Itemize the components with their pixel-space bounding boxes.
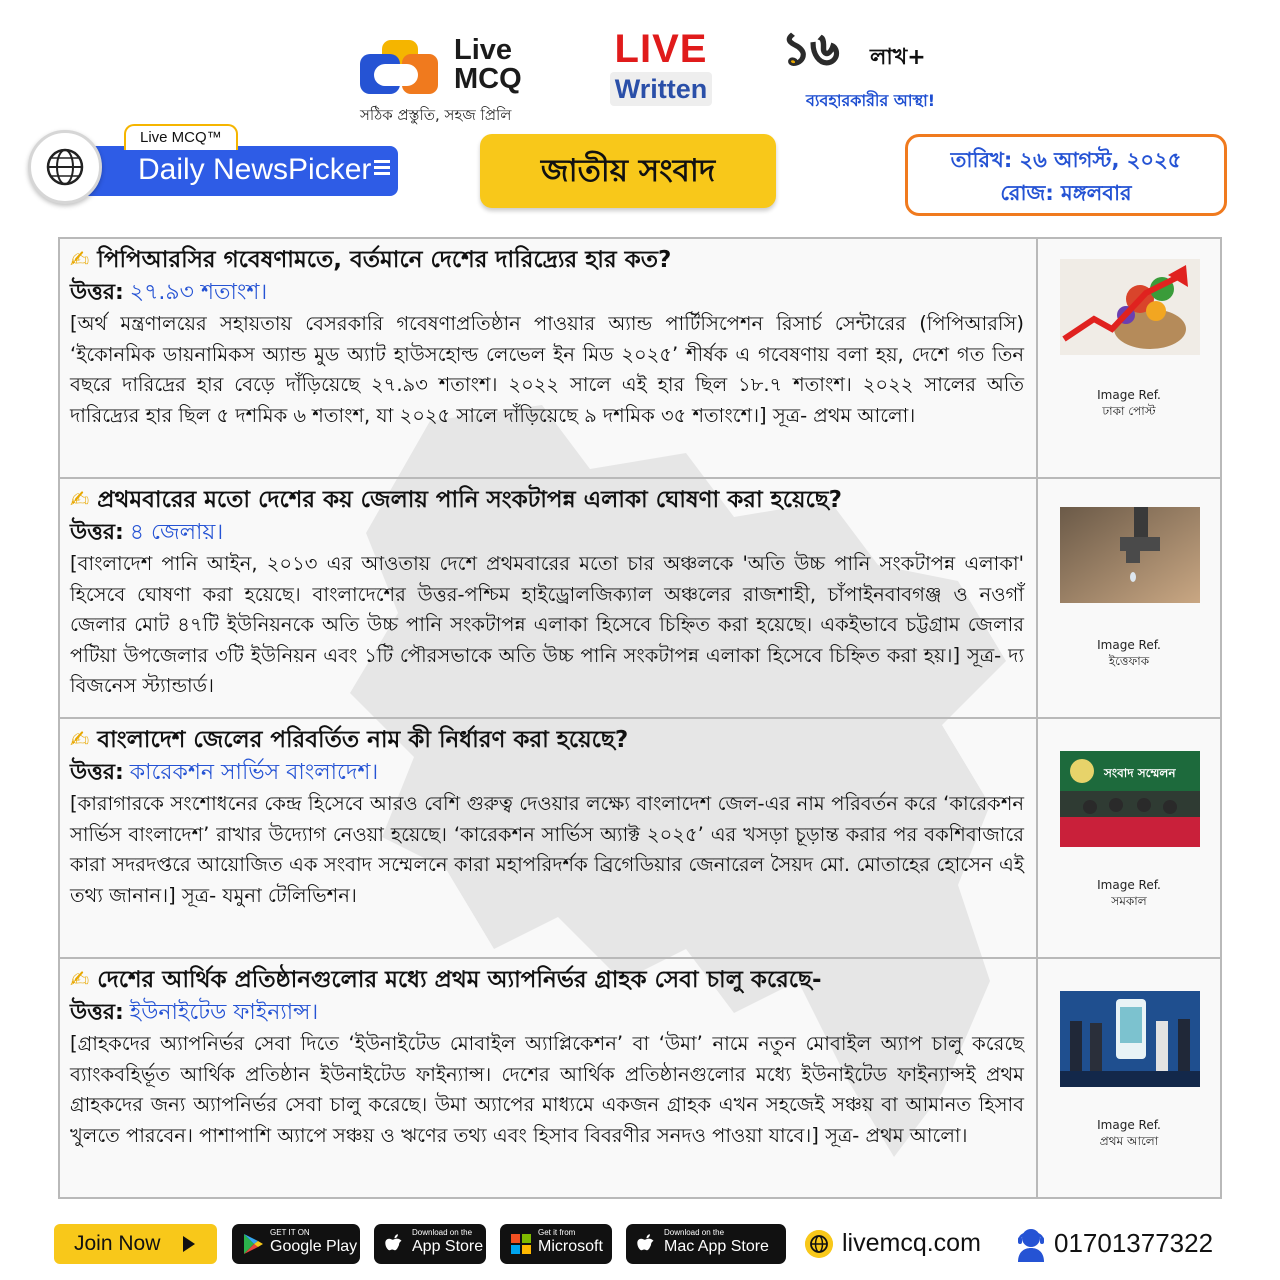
live-mcq-logo[interactable]: [358, 30, 558, 122]
mac-app-store-button[interactable]: Download on the Mac App Store: [626, 1224, 786, 1264]
news-text: [60, 239, 1038, 477]
live-written-live-text: LIVE: [614, 27, 708, 71]
news-text: [60, 479, 1038, 717]
play-arrow-icon: [183, 1236, 195, 1252]
microsoft-store-button[interactable]: Get it from Microsoft: [500, 1224, 612, 1264]
pen-icon: ✍: [70, 727, 90, 753]
brand-row: [0, 22, 1280, 122]
live-written-logo[interactable]: [610, 28, 712, 114]
globe-icon: [45, 147, 85, 187]
daily-newspicker-badge: [28, 124, 408, 206]
footer: [0, 1222, 1280, 1268]
news-answer: উত্তর: ২৭.৯৩ শতাংশ।: [70, 280, 268, 305]
windows-icon: [509, 1232, 533, 1256]
news-detail: [অর্থ মন্ত্রণালয়ের সহায়তায় বেসরকারি গবেষণাপ্রতিষ্ঠান পাওয়ার অ্যান্ড পার্টিসিপেশন রিসার্চ সেন্টারের (পিপিআরসি) ‘ইকোনমিক ডায়নামিকস অ্যান্ড মুড অ্যাট হাউসহোল্ড লেভেল ইন মিড ২০২৫’ শীর্ষক এ গবেষণায় বলা হয়, দেশে গত তিন বছরে দারিদ্রের হার বেড়ে দাঁড়িয়েছে ২৭.৯৩ শতাংশ। ২০২২ সালে এই হার ছিল ১৮.৭ শতাংশ। ২০২২ সালের অতি দারিদ্র্যের হার ছিল ৫ দশমিক ৬ শতাংশ, যা ২০২৫ সালে দাঁড়িয়েছে ৯ দশমিক ৩৫ শতাংশে।] সূত্র- প্রথম আলো।: [70, 312, 1024, 427]
news-question: ✍ পিপিআরসির গবেষণামতে, বর্তমানে দেশের দারিদ্র্যের হার কত?: [70, 247, 672, 273]
image-ref: Image Ref. প্রথম আলো: [1097, 1118, 1161, 1148]
date-line: তারিখ: ২৬ আগস্ট, ২০২৫: [950, 148, 1182, 172]
join-now-button[interactable]: Join Now: [54, 1224, 217, 1264]
water-tap-image[interactable]: [1060, 507, 1200, 603]
news-image-cell: [1038, 959, 1220, 1197]
date-box: [905, 134, 1227, 216]
banner-text: সংবাদ সম্মেলন: [1104, 766, 1176, 780]
image-ref: Image Ref. ঢাকা পোস্ট: [1097, 388, 1161, 418]
news-item: [60, 719, 1220, 959]
news-answer: উত্তর: ইউনাইটেড ফাইন্যান্স।: [70, 1000, 319, 1025]
image-ref: Image Ref. ইত্তেফাক: [1097, 638, 1161, 668]
daily-newspicker-pill: [80, 146, 398, 196]
poverty-growth-image[interactable]: [1060, 259, 1200, 355]
news-detail: [বাংলাদেশ পানি আইন, ২০১৩ এর আওতায় দেশে প্রথমবারের মতো চার অঞ্চলকে 'অতি উচ্চ পানি সংকটাপন্ন এলাকা' হিসেবে ঘোষণা করা হয়েছে। বাংলাদেশের উত্তর-পশ্চিম হাইড্রোলজিক্যাল অঞ্চলের রাজশাহী, চাঁপাইনবাবগঞ্জ ও নওগাঁ জেলার মোট ৪৭টি ইউনিয়নকে অতি উচ্চ পানি সংকটাপন্ন এলাকা হিসেবে চিহ্নিত করা হয়েছে। একইভাবে চট্টগ্রাম জেলার পটিয়া উপজেলার ৩টি ইউনিয়ন এবং ১টি পৌরসভাকে অতি উচ্চ পানি সংকটাপন্ন এলাকা হিসেবে চিহ্নিত করা হয়।] সূত্র- দ্য বিজনেস স্ট্যান্ডার্ড।: [70, 552, 1024, 697]
news-answer: উত্তর: কারেকশন সার্ভিস বাংলাদেশ।: [70, 760, 379, 785]
news-image-cell: [1038, 239, 1220, 477]
users-badge: [780, 26, 960, 116]
news-detail: [গ্রাহকদের অ্যাপনির্ভর সেবা দিতে ‘ইউনাইটেড মোবাইল অ্যাপ্লিকেশন’ বা ‘উমা’ নামে নতুন মোবাইল অ্যাপ চালু করেছে ব্যাংকবহির্ভূত আর্থিক প্রতিষ্ঠান ইউনাইটেড ফাইন্যান্স। দেশের আর্থিক প্রতিষ্ঠানগুলোর মধ্যে ইউনাইটেড ফাইন্যান্সই প্রথম গ্রাহকদের জন্য অ্যাপনির্ভর সেবা চালু করেছে। উমা অ্যাপের মাধ্যমে একজন গ্রাহক এখন সহজেই সঞ্চয় বা আমানত হিসাব খুলতে পারবেন। পাশাপাশি অ্যাপে সঞ্চয় ও ঋণের তথ্য এবং হিসাব বিবরণীর সনদও পাওয়া যাবে।] সূত্র- প্রথম আলো।: [70, 1032, 1024, 1147]
users-unit: লাখ+: [870, 45, 926, 70]
daily-newspicker-tab: Live MCQ™: [124, 124, 238, 150]
news-question: ✍ দেশের আর্থিক প্রতিষ্ঠানগুলোর মধ্যে প্রথম অ্যাপনির্ভর গ্রাহক সেবা চালু করেছে-: [70, 967, 822, 993]
news-item: [60, 239, 1220, 479]
news-item: [60, 479, 1220, 719]
pen-icon: ✍: [70, 247, 90, 273]
news-question: ✍ বাংলাদেশ জেলের পরিবর্তিত নাম কী নির্ধারণ করা হয়েছে?: [70, 727, 629, 753]
news-question: ✍ প্রথমবারের মতো দেশের কয় জেলায় পানি সংকটাপন্ন এলাকা ঘোষণা করা হয়েছে?: [70, 487, 843, 513]
news-image-cell: [1038, 719, 1220, 957]
news-globe-icon: [28, 130, 102, 204]
news-table: [58, 237, 1222, 1199]
image-ref: Image Ref. সমকাল: [1097, 878, 1161, 908]
live-written-written-text: Written: [610, 72, 712, 106]
play-store-icon: [241, 1232, 265, 1256]
day-line: রোজ: মঙ্গলবার: [1000, 181, 1132, 205]
apple-icon: [383, 1232, 407, 1256]
news-answer: উত্তর: ৪ জেলায়।: [70, 520, 224, 545]
support-agent-icon: [1015, 1226, 1047, 1262]
news-text: [60, 959, 1038, 1197]
pen-icon: ✍: [70, 487, 90, 513]
website-link[interactable]: livemcq.com: [842, 1229, 981, 1257]
live-mcq-mark-icon: [360, 40, 446, 100]
news-text: [60, 719, 1038, 957]
news-image-cell: [1038, 479, 1220, 717]
press-conference-image[interactable]: [1060, 751, 1200, 847]
live-mcq-wordmark: Live MCQ: [454, 34, 522, 95]
app-launch-image[interactable]: [1060, 991, 1200, 1087]
google-play-button[interactable]: GET IT ON Google Play: [232, 1224, 360, 1264]
apple-icon: [635, 1232, 659, 1256]
phone-number[interactable]: 01701377322: [1054, 1228, 1214, 1258]
live-mcq-tagline: সঠিক প্রস্তুতি, সহজ প্রিলি: [360, 106, 512, 124]
menu-lines-icon: [374, 160, 390, 182]
pen-icon: ✍: [70, 967, 90, 993]
news-item: [60, 959, 1220, 1197]
news-detail: [কারাগারকে সংশোধনের কেন্দ্র হিসেবে আরও বেশি গুরুত্ব দেওয়ার লক্ষ্যে বাংলাদেশ জেল-এর নাম পরিবর্তন করে ‘কারেকশন সার্ভিস বাংলাদেশ’ রাখার উদ্যোগ নেওয়া হয়েছে। ‘কারেকশন সার্ভিস অ্যাক্ট ২০২৫’ এর খসড়া চূড়ান্ত করার পর বকশিবাজারে কারা সদরদপ্তরে আয়োজিত এক সংবাদ সম্মেলনে কারা মহাপরিদর্শক ব্রিগেডিয়ার জেনারেল সৈয়দ মো. মোতাহের হোসেন এই তথ্য জানান।] সূত্র- যমুনা টেলিভিশন।: [70, 792, 1024, 907]
app-store-button[interactable]: Download on the App Store: [374, 1224, 486, 1264]
daily-newspicker-title: Daily NewsPicker: [138, 153, 372, 186]
web-icon: [805, 1230, 833, 1258]
users-count: ১৬: [782, 24, 840, 75]
section-title: জাতীয় সংবাদ: [480, 134, 776, 208]
users-trust-text: ব্যবহারকারীর আস্থা!: [806, 91, 936, 110]
